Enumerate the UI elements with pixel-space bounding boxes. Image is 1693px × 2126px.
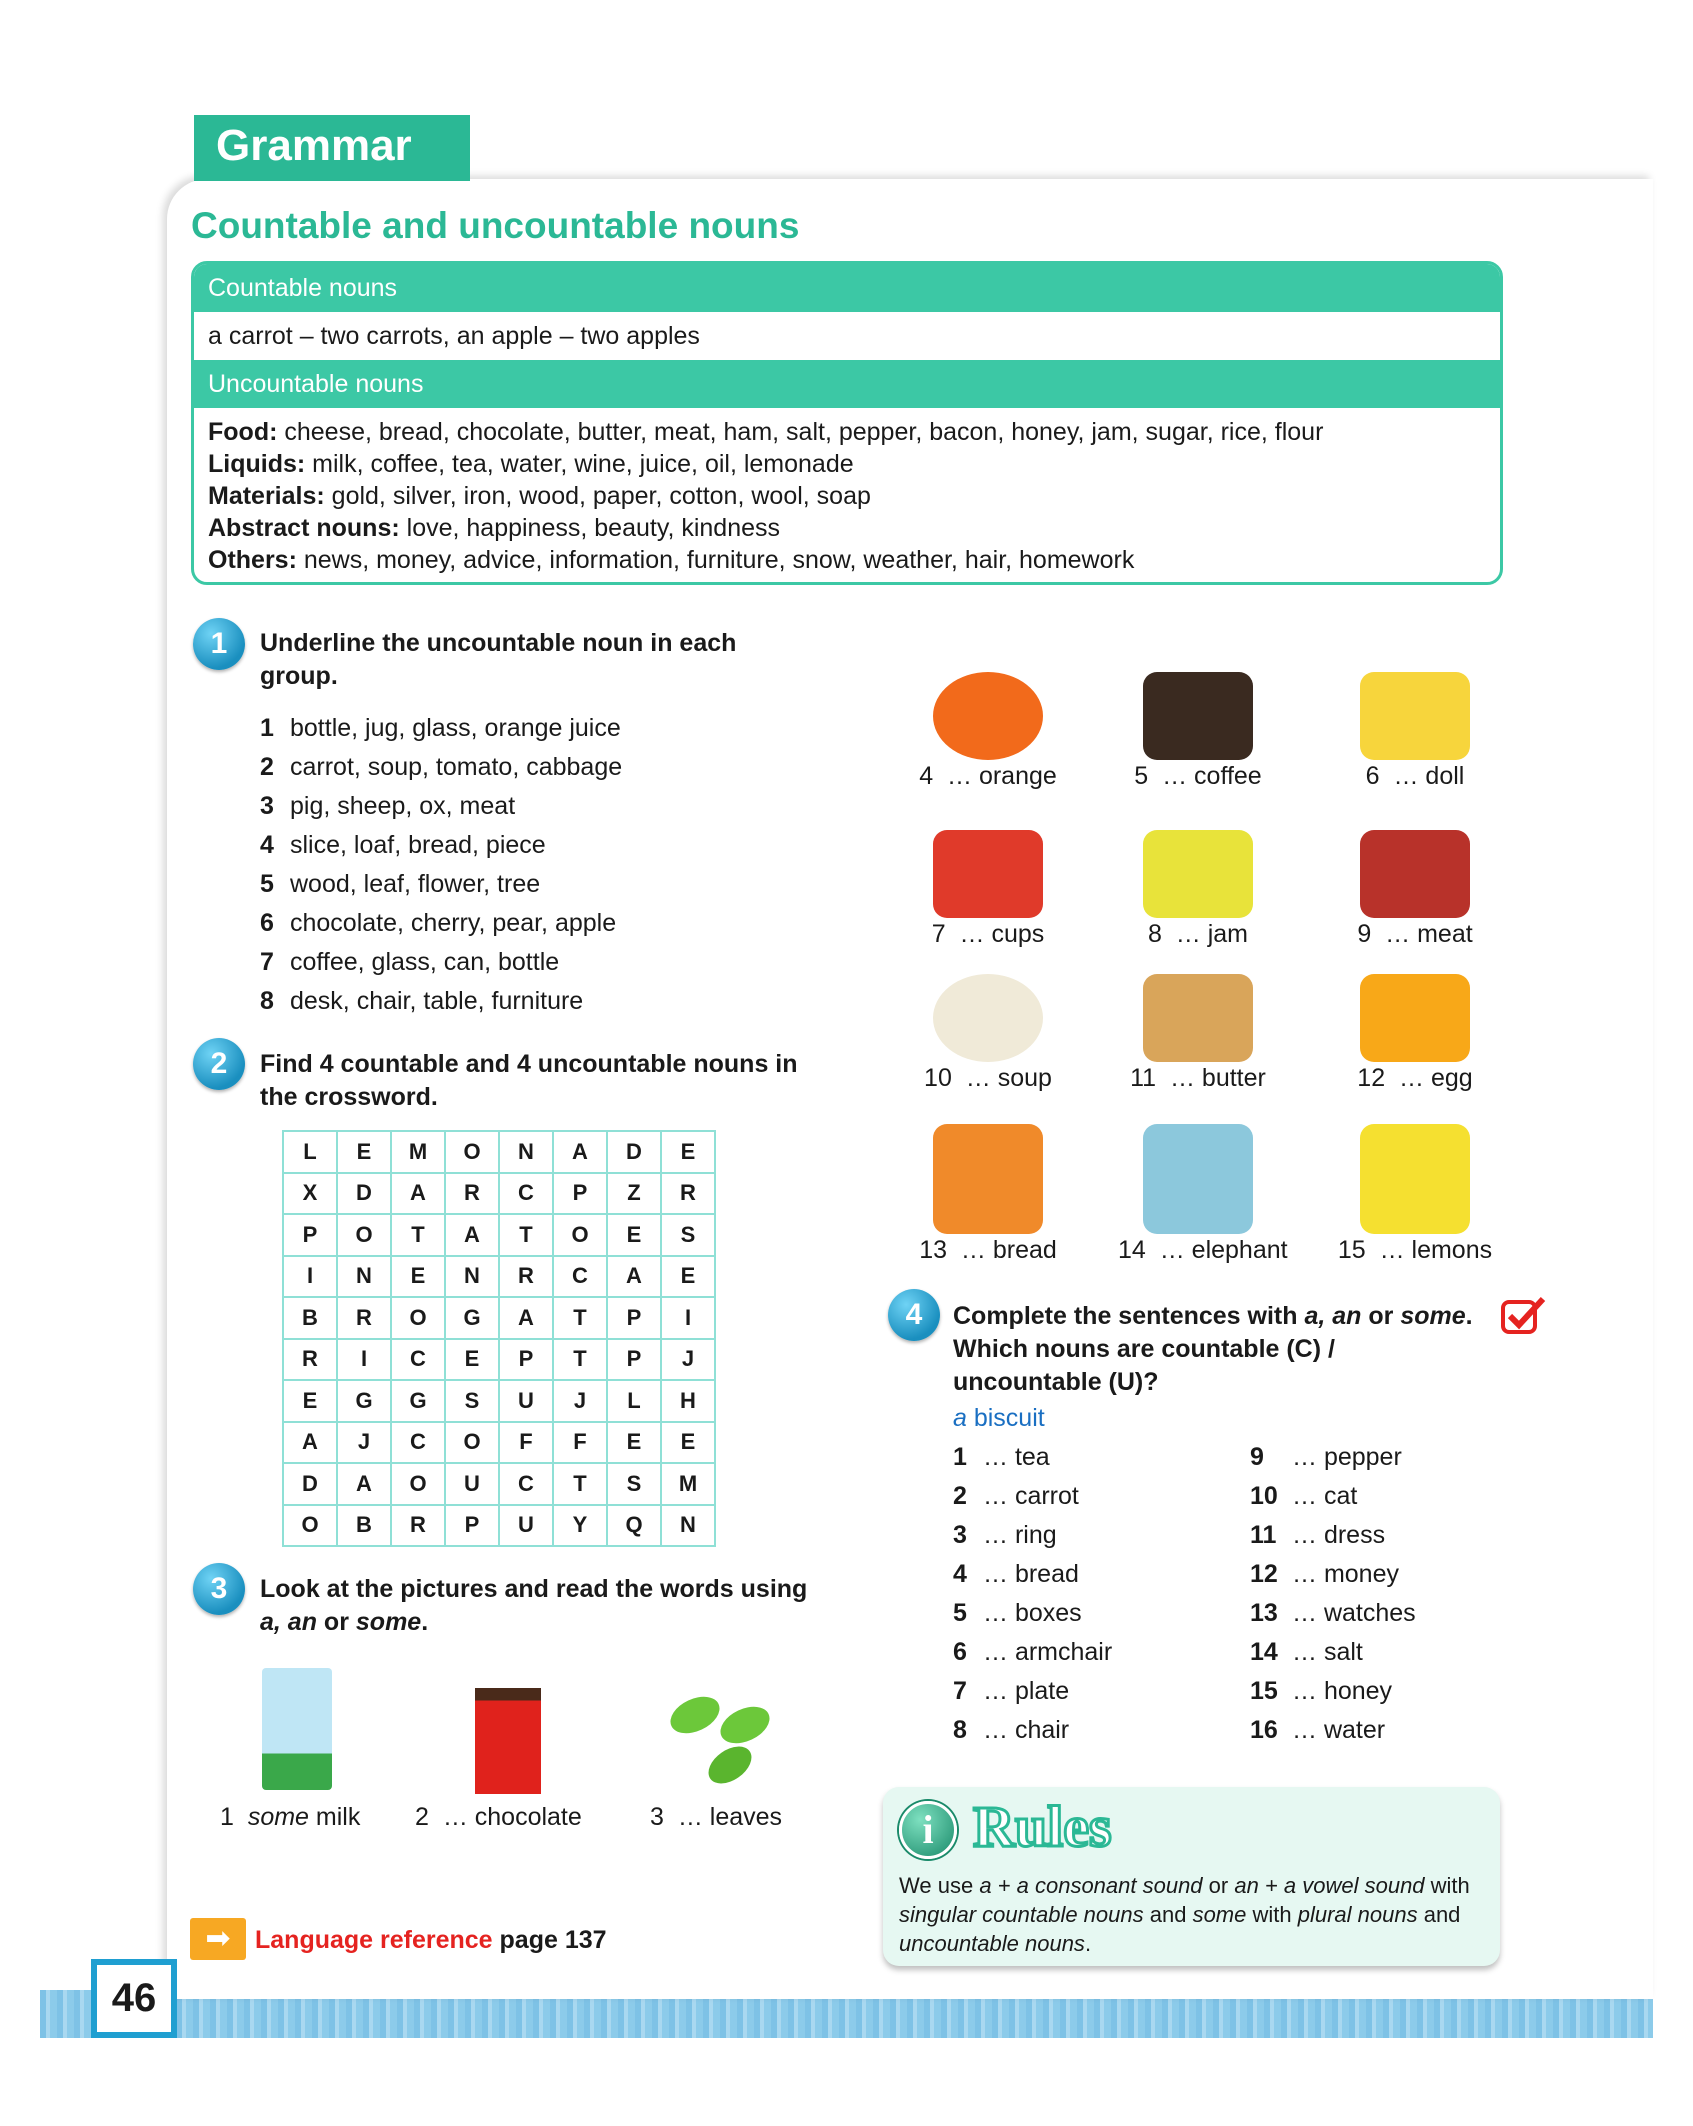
grid-cell[interactable]: E xyxy=(337,1131,391,1173)
picture-label xyxy=(908,762,1068,791)
item-number: 2 xyxy=(260,753,274,781)
item-number: 5 xyxy=(260,870,274,898)
coffee-pot-icon xyxy=(1143,672,1253,760)
n: 2 xyxy=(415,1803,429,1831)
info-icon: i xyxy=(899,1801,957,1859)
grid-cell[interactable]: Y xyxy=(553,1505,607,1547)
n: 13 xyxy=(919,1236,947,1264)
grid-cell[interactable]: E xyxy=(661,1256,715,1298)
item-number: 16 xyxy=(1250,1716,1278,1744)
uncountable-list xyxy=(194,408,1500,584)
t: … jam xyxy=(1175,920,1249,948)
list-item xyxy=(1250,1516,1416,1555)
grid-cell[interactable]: T xyxy=(553,1463,607,1505)
picture-label xyxy=(1335,762,1495,791)
item-text: chocolate, cherry, pear, apple xyxy=(290,909,617,937)
t: a, an xyxy=(260,1608,317,1636)
langref-label: Language reference xyxy=(255,1926,493,1954)
exercise-4-number: 4 xyxy=(888,1289,940,1341)
grid-cell[interactable]: P xyxy=(499,1339,553,1381)
item-number: 8 xyxy=(260,987,274,1015)
soup-bowl-icon xyxy=(933,974,1043,1062)
t: biscuit xyxy=(966,1404,1045,1432)
n: 8 xyxy=(1147,920,1162,948)
item-number: 7 xyxy=(953,1677,967,1705)
grid-cell[interactable]: D xyxy=(337,1173,391,1215)
grid-row xyxy=(283,1380,715,1422)
exercise-4-example xyxy=(953,1399,1045,1438)
rules-text-part: uncountable nouns xyxy=(899,1931,1085,1956)
picture-label xyxy=(908,1064,1068,1093)
grid-cell[interactable]: S xyxy=(607,1463,661,1505)
item-text: … watches xyxy=(1292,1599,1416,1627)
grid-cell[interactable]: O xyxy=(337,1214,391,1256)
list-item xyxy=(953,1477,1112,1516)
rules-text-part: a + a consonant sound xyxy=(979,1873,1203,1898)
picture-label xyxy=(1118,1236,1288,1265)
grid-cell[interactable]: A xyxy=(283,1422,337,1464)
item-number: 8 xyxy=(953,1716,967,1744)
grid-cell[interactable]: R xyxy=(445,1173,499,1215)
grid-cell[interactable]: O xyxy=(445,1422,499,1464)
t: some xyxy=(355,1608,422,1636)
noun-row-label: Others: xyxy=(208,546,297,574)
rules-text-part: and xyxy=(1143,1902,1193,1927)
grid-row xyxy=(283,1463,715,1505)
list-item xyxy=(1250,1633,1416,1672)
item-number: 12 xyxy=(1250,1560,1278,1588)
grid-cell[interactable]: E xyxy=(607,1422,661,1464)
grid-row xyxy=(283,1173,715,1215)
t: … coffee xyxy=(1162,762,1262,790)
grid-row xyxy=(283,1131,715,1173)
countable-example: a carrot – two carrots, an apple – two apples xyxy=(208,322,700,350)
grid-cell[interactable]: N xyxy=(337,1256,391,1298)
grid-cell[interactable]: E xyxy=(607,1214,661,1256)
grid-row xyxy=(283,1297,715,1339)
arrow-right-icon: ➡ xyxy=(190,1918,246,1960)
list-item xyxy=(953,1555,1112,1594)
grid-cell[interactable]: R xyxy=(337,1297,391,1339)
list-item xyxy=(260,748,622,787)
doll-icon xyxy=(1360,672,1470,760)
grid-cell[interactable]: G xyxy=(445,1297,499,1339)
list-item xyxy=(260,943,622,982)
t: … butter xyxy=(1169,1064,1266,1092)
n: 3 xyxy=(650,1803,664,1831)
exercise-2-number: 2 xyxy=(193,1038,245,1090)
item-text: … salt xyxy=(1292,1638,1363,1666)
grid-cell[interactable]: Z xyxy=(607,1173,661,1215)
rules-box xyxy=(883,1787,1500,1966)
grid-row xyxy=(283,1256,715,1298)
t: … lemons xyxy=(1379,1236,1493,1264)
grid-cell[interactable]: C xyxy=(499,1173,553,1215)
page-title: Countable and uncountable nouns xyxy=(191,205,800,246)
list-item xyxy=(1250,1477,1416,1516)
item-text: pig, sheep, ox, meat xyxy=(290,792,516,820)
item-text: … pepper xyxy=(1292,1443,1402,1471)
grid-cell[interactable]: I xyxy=(337,1339,391,1381)
item-number: 4 xyxy=(953,1560,967,1588)
grid-cell[interactable]: C xyxy=(499,1463,553,1505)
noun-row xyxy=(208,480,1486,512)
picture-label xyxy=(908,920,1068,949)
item-text: coffee, glass, can, bottle xyxy=(290,948,560,976)
grid-cell[interactable]: Q xyxy=(607,1505,661,1547)
n: 4 xyxy=(919,762,934,790)
rules-text-part: with xyxy=(1424,1873,1470,1898)
checkmark-icon xyxy=(1500,1296,1546,1336)
grid-cell[interactable]: B xyxy=(337,1505,391,1547)
exercise-2-title: Find 4 countable and 4 uncountable nouns in the crossword. xyxy=(260,1050,798,1111)
n: 10 xyxy=(924,1064,952,1092)
noun-row-text: gold, silver, iron, wood, paper, cotton, wool, soap xyxy=(324,482,871,510)
item-number: 11 xyxy=(1250,1521,1277,1549)
item-number: 6 xyxy=(260,909,274,937)
word-search-grid xyxy=(282,1130,716,1547)
grid-cell[interactable]: E xyxy=(283,1380,337,1422)
rules-text-part: . xyxy=(1084,1931,1092,1956)
rules-text xyxy=(899,1871,1494,1958)
grid-row xyxy=(283,1214,715,1256)
item-number: 10 xyxy=(1250,1482,1278,1510)
exercise-1-title: Underline the uncountable noun in each group. xyxy=(260,629,737,690)
grid-row xyxy=(283,1339,715,1381)
grid-cell[interactable]: A xyxy=(445,1214,499,1256)
noun-row-text: love, happiness, beauty, kindness xyxy=(399,514,781,542)
noun-row-text: cheese, bread, chocolate, butter, meat, ham, salt, pepper, bacon, honey, jam, sugar, rice, flour xyxy=(277,418,1324,446)
grid-cell[interactable]: C xyxy=(553,1256,607,1298)
t: . Which nouns are countable (C) / uncountable (U)? xyxy=(953,1302,1473,1396)
rules-text-part: some xyxy=(1192,1902,1247,1927)
list-item xyxy=(260,982,622,1021)
item-number: 13 xyxy=(1250,1599,1278,1627)
grid-cell[interactable]: I xyxy=(283,1256,337,1298)
t: a, an xyxy=(1304,1302,1362,1330)
exercise-1-list xyxy=(260,709,622,1021)
grid-cell[interactable]: J xyxy=(661,1339,715,1381)
bread-loaf-icon xyxy=(933,1124,1043,1234)
ex3-label-1 xyxy=(220,1803,360,1832)
item-text: carrot, soup, tomato, cabbage xyxy=(290,753,623,781)
t: … orange xyxy=(947,762,1057,790)
noun-row-text: milk, coffee, tea, water, wine, juice, oil, lemonade xyxy=(305,450,854,478)
t: chocolate xyxy=(467,1803,582,1831)
n: 9 xyxy=(1357,920,1372,948)
t: … egg xyxy=(1399,1064,1473,1092)
t: some xyxy=(1400,1302,1466,1330)
grid-cell[interactable]: M xyxy=(661,1463,715,1505)
uncountable-header: Uncountable nouns xyxy=(194,360,1500,408)
exercise-4-col1 xyxy=(953,1438,1112,1750)
grid-cell[interactable]: R xyxy=(391,1505,445,1547)
list-item xyxy=(953,1438,1112,1477)
exercise-4-title xyxy=(953,1300,1473,1399)
t: or xyxy=(1361,1302,1401,1330)
list-item xyxy=(260,904,622,943)
item-text: … bread xyxy=(983,1560,1079,1588)
list-item xyxy=(1250,1555,1416,1594)
grid-cell[interactable]: B xyxy=(283,1297,337,1339)
rules-text-part: We use xyxy=(899,1873,980,1898)
t: a xyxy=(953,1404,967,1432)
item-text: … ring xyxy=(983,1521,1057,1549)
noun-row xyxy=(208,512,1486,544)
grid-cell[interactable]: E xyxy=(445,1339,499,1381)
page-number: 46 xyxy=(91,1959,177,2038)
grid-cell[interactable]: D xyxy=(607,1131,661,1173)
item-text: … money xyxy=(1292,1560,1399,1588)
grid-cell[interactable]: P xyxy=(445,1505,499,1547)
t: … meat xyxy=(1385,920,1473,948)
item-text: … armchair xyxy=(983,1638,1113,1666)
noun-row-text: news, money, advice, information, furniture, snow, weather, hair, homework xyxy=(296,546,1135,574)
t: … doll xyxy=(1393,762,1465,790)
item-text: … plate xyxy=(983,1677,1070,1705)
fried-egg-icon xyxy=(1360,974,1470,1062)
picture-label xyxy=(1335,1064,1495,1093)
grid-cell[interactable]: A xyxy=(499,1297,553,1339)
exercise-4-col2 xyxy=(1250,1438,1416,1750)
grid-cell[interactable]: P xyxy=(607,1297,661,1339)
grid-cell[interactable]: N xyxy=(445,1256,499,1298)
list-item xyxy=(1250,1711,1416,1750)
list-item xyxy=(260,826,622,865)
grid-cell[interactable]: R xyxy=(499,1256,553,1298)
grid-cell[interactable]: P xyxy=(607,1339,661,1381)
grid-cell[interactable]: U xyxy=(499,1505,553,1547)
grid-cell[interactable]: R xyxy=(283,1339,337,1381)
item-number: 7 xyxy=(260,948,274,976)
elephant-icon xyxy=(1143,1124,1253,1234)
n: 6 xyxy=(1365,762,1380,790)
rules-text-part: plural nouns xyxy=(1297,1902,1418,1927)
noun-row xyxy=(208,544,1486,576)
item-text: wood, leaf, flower, tree xyxy=(290,870,541,898)
language-reference-link[interactable] xyxy=(255,1926,607,1955)
grid-cell[interactable]: R xyxy=(661,1173,715,1215)
ham-icon xyxy=(1360,830,1470,918)
item-number: 4 xyxy=(260,831,274,859)
ex3-label-2 xyxy=(415,1803,582,1832)
item-text: … tea xyxy=(983,1443,1050,1471)
t: or xyxy=(316,1608,356,1636)
t: leaves xyxy=(702,1803,783,1831)
milk-carton-icon xyxy=(262,1668,332,1790)
list-item xyxy=(1250,1438,1416,1477)
item-number: 1 xyxy=(260,714,274,742)
list-item xyxy=(260,865,622,904)
picture-label xyxy=(1335,920,1495,949)
grid-cell[interactable]: G xyxy=(337,1380,391,1422)
grid-cell[interactable]: P xyxy=(553,1173,607,1215)
t: milk xyxy=(308,1803,361,1831)
noun-row-label: Materials: xyxy=(208,482,325,510)
t: Look at the pictures and read the words using xyxy=(260,1575,808,1603)
grid-cell[interactable]: E xyxy=(661,1422,715,1464)
section-tab: Grammar xyxy=(194,115,470,181)
rules-text-part: singular countable nouns xyxy=(899,1902,1144,1927)
item-text: … chair xyxy=(983,1716,1070,1744)
grid-cell[interactable]: O xyxy=(553,1214,607,1256)
grid-cell[interactable]: E xyxy=(391,1256,445,1298)
grid-cell[interactable]: F xyxy=(553,1422,607,1464)
item-text: … dress xyxy=(1292,1521,1386,1549)
n: 12 xyxy=(1357,1064,1386,1092)
item-number: 14 xyxy=(1250,1638,1278,1666)
grid-cell[interactable]: G xyxy=(391,1380,445,1422)
item-text: slice, loaf, bread, piece xyxy=(290,831,546,859)
item-number: 9 xyxy=(1250,1443,1264,1471)
item-number: 15 xyxy=(1250,1677,1278,1705)
t: . xyxy=(421,1608,429,1636)
item-number: 6 xyxy=(953,1638,967,1666)
grid-cell[interactable]: A xyxy=(607,1256,661,1298)
orange-icon xyxy=(933,672,1043,760)
grid-cell[interactable]: M xyxy=(391,1131,445,1173)
grid-cell[interactable]: X xyxy=(283,1173,337,1215)
item-number: 3 xyxy=(953,1521,967,1549)
n: 7 xyxy=(931,920,946,948)
item-text: … honey xyxy=(1292,1677,1393,1705)
noun-row xyxy=(208,448,1486,480)
grid-cell[interactable]: N xyxy=(499,1131,553,1173)
rules-title: Rules xyxy=(973,1794,1112,1859)
item-text: … carrot xyxy=(983,1482,1079,1510)
rules-text-part: with xyxy=(1246,1902,1298,1927)
picture-label xyxy=(1118,1064,1278,1093)
n: 1 xyxy=(220,1803,234,1831)
grid-cell[interactable]: T xyxy=(391,1214,445,1256)
chocolate-bar-icon xyxy=(475,1688,541,1794)
grid-cell[interactable]: U xyxy=(445,1463,499,1505)
picture-label xyxy=(1118,762,1278,791)
grid-cell[interactable]: S xyxy=(661,1214,715,1256)
cups-icon xyxy=(933,830,1043,918)
lemons-icon xyxy=(1360,1124,1470,1234)
w: … xyxy=(442,1803,468,1831)
langref-page: page 137 xyxy=(492,1926,607,1954)
list-item xyxy=(260,787,622,826)
t: Complete the sentences with xyxy=(953,1302,1305,1330)
butter-icon xyxy=(1143,974,1253,1062)
w: … xyxy=(677,1803,703,1831)
grid-cell[interactable]: P xyxy=(283,1214,337,1256)
t: … soup xyxy=(965,1064,1052,1092)
n: 5 xyxy=(1134,762,1149,790)
exercise-1-number: 1 xyxy=(193,618,245,670)
picture-label xyxy=(908,1236,1068,1265)
noun-row-label: Food: xyxy=(208,418,278,446)
t: … elephant xyxy=(1159,1236,1288,1264)
nouns-table xyxy=(191,261,1503,585)
item-text: bottle, jug, glass, orange juice xyxy=(290,714,621,742)
n: 15 xyxy=(1337,1236,1366,1264)
item-number: 1 xyxy=(953,1443,967,1471)
item-number: 3 xyxy=(260,792,274,820)
noun-row xyxy=(208,416,1486,448)
rules-text-part: an + a vowel sound xyxy=(1234,1873,1425,1898)
grid-cell[interactable]: U xyxy=(499,1380,553,1422)
grid-cell[interactable]: O xyxy=(391,1297,445,1339)
grid-cell[interactable]: T xyxy=(499,1214,553,1256)
noun-row-label: Liquids: xyxy=(208,450,306,478)
grid-cell[interactable]: A xyxy=(337,1463,391,1505)
list-item xyxy=(1250,1594,1416,1633)
grid-cell[interactable]: O xyxy=(445,1131,499,1173)
n: 14 xyxy=(1118,1236,1146,1264)
rules-text-part: or xyxy=(1202,1873,1235,1898)
grid-cell[interactable]: L xyxy=(607,1380,661,1422)
ex3-label-3 xyxy=(650,1803,782,1832)
grid-cell[interactable]: C xyxy=(391,1422,445,1464)
grid-cell[interactable]: S xyxy=(445,1380,499,1422)
grid-cell[interactable]: D xyxy=(283,1463,337,1505)
item-number: 5 xyxy=(953,1599,967,1627)
list-item xyxy=(953,1633,1112,1672)
exercise-3-number: 3 xyxy=(193,1563,245,1615)
leaves-icon xyxy=(665,1685,780,1785)
t: … bread xyxy=(960,1236,1057,1264)
list-item xyxy=(953,1672,1112,1711)
grid-cell[interactable]: F xyxy=(499,1422,553,1464)
picture-label xyxy=(1335,1236,1495,1265)
item-text: … boxes xyxy=(983,1599,1082,1627)
picture-label xyxy=(1118,920,1278,949)
jam-jar-icon xyxy=(1143,830,1253,918)
countable-header: Countable nouns xyxy=(194,264,1500,312)
grid-cell[interactable]: A xyxy=(391,1173,445,1215)
item-text: … cat xyxy=(1292,1482,1358,1510)
item-number: 2 xyxy=(953,1482,967,1510)
noun-row-label: Abstract nouns: xyxy=(208,514,400,542)
grid-cell[interactable]: A xyxy=(553,1131,607,1173)
list-item xyxy=(953,1516,1112,1555)
grid-cell[interactable]: C xyxy=(391,1339,445,1381)
grid-cell[interactable]: T xyxy=(553,1297,607,1339)
list-item xyxy=(953,1594,1112,1633)
w: some xyxy=(247,1803,309,1831)
item-text: desk, chair, table, furniture xyxy=(290,987,584,1015)
grid-cell[interactable]: N xyxy=(661,1505,715,1547)
list-item xyxy=(953,1711,1112,1750)
rules-text-part: and xyxy=(1417,1902,1461,1927)
grid-row xyxy=(283,1505,715,1547)
grid-cell[interactable]: I xyxy=(661,1297,715,1339)
grid-cell[interactable]: E xyxy=(661,1131,715,1173)
grid-cell[interactable]: J xyxy=(553,1380,607,1422)
grid-cell[interactable]: O xyxy=(391,1463,445,1505)
grid-cell[interactable]: L xyxy=(283,1131,337,1173)
exercise-3-title xyxy=(260,1573,820,1639)
list-item xyxy=(1250,1672,1416,1711)
grid-cell[interactable]: J xyxy=(337,1422,391,1464)
grid-cell[interactable]: O xyxy=(283,1505,337,1547)
n: 11 xyxy=(1130,1064,1157,1092)
grid-cell[interactable]: H xyxy=(661,1380,715,1422)
t: … cups xyxy=(959,920,1045,948)
item-text: … water xyxy=(1292,1716,1386,1744)
grid-cell[interactable]: T xyxy=(553,1339,607,1381)
list-item xyxy=(260,709,622,748)
grid-row xyxy=(283,1422,715,1464)
